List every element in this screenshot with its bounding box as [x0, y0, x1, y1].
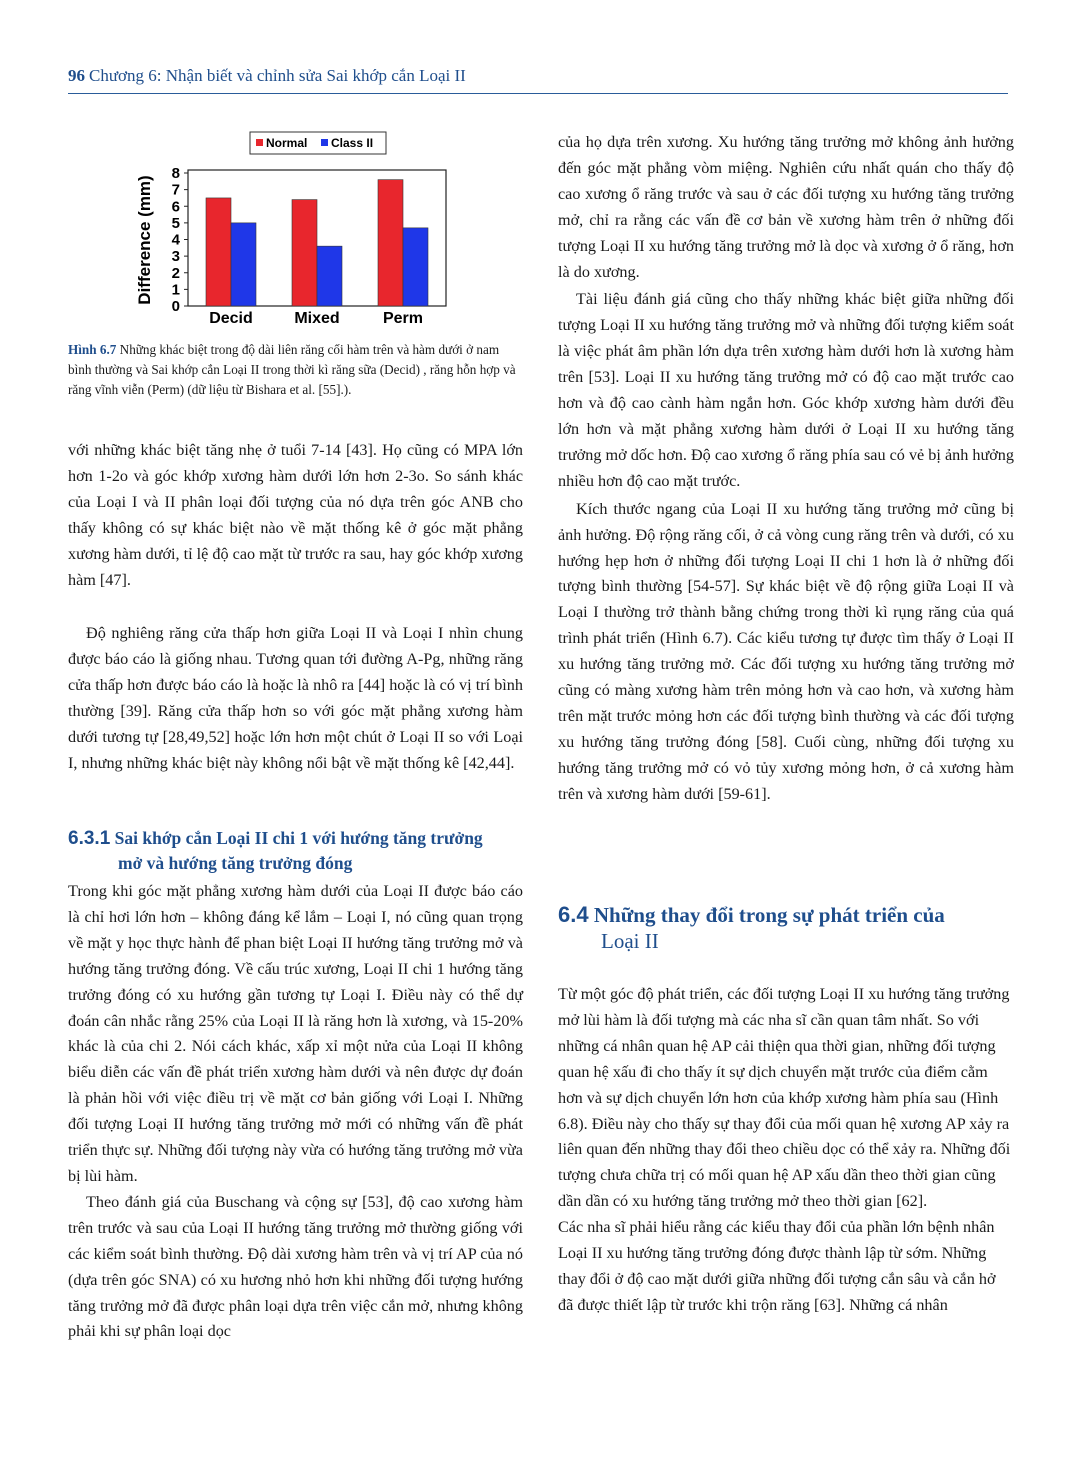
y-axis-label: Difference (mm)	[135, 175, 154, 305]
legend-swatch-class-ii	[321, 139, 328, 146]
figure-6-7-chart	[128, 128, 468, 328]
y-tick-label: 1	[171, 281, 180, 299]
chapter-title: Chương 6: Nhận biết và chỉnh sửa Sai khớp cắn Loại II	[89, 66, 466, 85]
right-paragraph-4: Từ một góc độ phát triển, các đối tượng Loại II xu hướng tăng trưởng mở lùi hàm là đối tượng mà các nha sĩ cần quan tâm nhất. So với những cá nhân quan hệ AP cải thiện qua thời gian, những đối tượng quan hệ xấu đi cho thấy ít sự dịch chuyển mặt trước của điểm cằm hơn và sự dịch chuyển lớn hơn của khớp xương hàm phía sau (Hình 6.8). Điều này cho thấy sự thay đổi của mối quan hệ xương AP xảy ra liên quan đến những thay đổi theo chiều dọc có thể xảy ra. Những đối tượng chưa chữa trị có mối quan hệ AP xấu dần theo thời gian cũng dần dần có xu hướng tăng trưởng mở theo thời gian [62].	[558, 985, 1011, 1211]
y-tick-label: 8	[171, 165, 180, 182]
left-paragraph-3: Trong khi góc mặt phẳng xương hàm dưới của Loại II được báo cáo là chỉ hơi lớn hơn – không đáng kể lắm – Loại I, nó cũng quan trọng về mặt y học thực hành để phan biệt Loại II hướng tăng trưởng mở và hướng tăng trưởng đóng. Về cấu trúc xương, Loại II chi 1 hướng tăng trưởng đóng có xu hướng gần tương tự Loại I. Điều này có thể dự đoán cân nhắc rằng 25% của Loại II là răng hơn là xương, và 15-20% khác là của chi 2. Nói cách khác, xấp xỉ một nửa của Loại II không biểu diễn các vấn đề phát triển xương hàm dưới và nên được dự đoán là phản hồi với việc điều trị về mặt cơ bản giống với Loại I. Những đối tượng Loại II hướng tăng trưởng mở mới có những vấn đề phát triển thực sự. Những đối tượng này vừa có hướng tăng trưởng mở vừa bị lùi hàm.	[68, 882, 523, 1185]
bar-normal-perm	[378, 180, 403, 306]
right-column-2	[558, 902, 1014, 1319]
y-tick-label: 3	[171, 248, 180, 266]
legend-swatch-normal	[256, 139, 263, 146]
section-heading-6-3-1	[68, 826, 523, 875]
bar-class-ii-decid	[231, 223, 256, 306]
section-title-line-2: Loại II	[601, 929, 659, 953]
y-tick-label: 5	[171, 214, 180, 232]
bar-normal-mixed	[292, 200, 317, 306]
running-header	[68, 66, 1008, 94]
section-heading-6-4	[558, 902, 1014, 954]
legend-label-normal: Normal	[266, 136, 308, 150]
left-column-2	[68, 621, 523, 776]
y-tick-label: 2	[171, 264, 180, 282]
figure-caption-text: Những khác biệt trong độ dài liên răng cối hàm trên và hàm dưới ở nam bình thường và Sai khớp cắn Loại II trong thời kì răng sữa (Decid) , răng hỗn hợp và răng vĩnh viễn (Perm) (dữ liệu từ Bishara et al. [55].).	[68, 342, 516, 397]
left-paragraph-1: với những khác biệt tăng nhẹ ở tuổi 7-14 [43]. Họ cũng có MPA lớn hơn 1-2o và góc khớp xương hàm dưới lớn hơn 2-3o. So sánh khác của Loại I và II phân loại đối tượng của nó dựa trên góc ANB cho thấy không có sự khác biệt nào về mặt thống kê ở góc mặt phẳng xương hàm dưới, tỉ lệ độ cao mặt từ trước ra sau, hay góc khớp xương hàm [47].	[68, 441, 523, 589]
bar-class-ii-mixed	[317, 246, 342, 306]
section-title-line-1: Những thay đổi trong sự phát triển của	[588, 903, 945, 927]
bar-class-ii-perm	[403, 228, 428, 306]
y-tick-label: 0	[171, 298, 180, 315]
section-number: 6.4	[558, 902, 589, 927]
bar-normal-decid	[206, 198, 231, 306]
plot-area	[172, 165, 446, 327]
section-title-line-2: mở và hướng tăng trưởng đóng	[118, 853, 353, 873]
figure-caption	[68, 340, 523, 400]
y-tick-label: 7	[171, 181, 180, 199]
x-tick-label: Decid	[209, 310, 253, 327]
x-tick-label: Perm	[382, 310, 424, 327]
left-paragraph-2: Độ nghiêng răng cửa thấp hơn giữa Loại II và Loại I nhìn chung được báo cáo là giống nhau. Tương quan tới đường A-Pg, những răng cửa thấp hơn được báo cáo là hoặc là nhô ra [44] hoặc là có vị trí bình thường [39]. Răng cửa thấp hơn so với góc mặt phẳng xương hàm dưới tương tự [28,49,52] hoặc lớn hơn một chút ở Loại II so với Loại I, nhưng những khác biệt này không nổi bật về mặt thống kê [42,44].	[68, 624, 523, 772]
bar-chart	[128, 128, 468, 328]
right-paragraph-3: Kích thước ngang của Loại II xu hướng tăng trưởng mở cũng bị ảnh hưởng. Độ rộng răng cối, ở cả vòng cung răng trên và dưới, có xu hướng hẹp hơn ở những đối tượng Loại II chi 1 hơn là ở những đối tượng bình thường [54-57]. Sự khác biệt về độ rộng giữa Loại II và Loại I thường trở thành bằng chứng trong thời kì rụng răng của quá trình phát triển (Hình 6.7). Các kiểu tương tự được tìm thấy ở Loại II xu hướng tăng trưởng mở. Các đối tượng xu hướng tăng trưởng mở cũng có màng xương hàm trên mỏng hơn và cao hơn, và xương hàm trên mặt trước mỏng hơn các đối tượng bình thường và các đối tượng xu hướng tăng trưởng đóng [58]. Cuối cùng, những đối tượng xu hướng tăng trưởng mở có vỏ tủy xương mỏng hơn, ở cả xương hàm trên và xương hàm dưới [59-61].	[558, 499, 1014, 803]
right-paragraph-2: Tài liệu đánh giá cũng cho thấy những khác biệt giữa những đối tượng Loại II xu hướng tăng trưởng mở và những đối tượng kiểm soát là việc phát âm phần lớn dựa trên xương hàm dưới hơn là xương hàm trên [53]. Loại II xu hướng tăng trưởng mở có độ cao mặt trước cao hơn và độ cao cành hàm ngắn hơn. Góc khớp xương hàm dưới đều lớn hơn và mặt phẳng xương hàm dưới ở Loại II xu hướng tăng trưởng mở dốc hơn. Độ cao xương ổ răng phía sau có vẻ bị ảnh hưởng nhiều hơn độ cao mặt trước.	[558, 290, 1014, 490]
figure-label: Hình 6.7	[68, 342, 117, 357]
legend-label-class-ii: Class II	[331, 136, 374, 150]
page-number: 96	[68, 66, 85, 85]
left-column	[68, 438, 523, 593]
left-paragraph-4: Theo đánh giá của Buschang và cộng sự [53], độ cao xương hàm trên trước và sau của Loại II hướng tăng trưởng mở thường giống với các kiểm soát bình thường. Độ dài xương hàm trên và vị trí AP của nó (dựa trên góc SNA) có xu hương nhỏ hơn khi những đối tượng hướng tăng trưởng mở đã được phân loại dựa trên việc cắn mở, nhưng không phải khi sự phân loại dọc	[68, 1192, 523, 1341]
right-paragraph-1: của họ dựa trên xương. Xu hướng tăng trưởng mở không ảnh hưởng đến góc mặt phẳng vòm miệng. Nghiên cứu nhất quán cho thấy độ cao xương ổ răng trước và sau ở các đối tượng xu hướng tăng trưởng mở, chỉ ra rằng các vấn đề cơ bản về xương hàm trên ở những đối tượng Loại II xu hướng tăng trưởng mở là dọc và xương ở ổ răng, hơn là do xương.	[558, 133, 1014, 281]
y-tick-label: 4	[171, 231, 180, 249]
section-number: 6.3.1	[68, 828, 111, 849]
y-tick-label: 6	[171, 198, 180, 216]
right-paragraph-5: Các nha sĩ phải hiểu rằng các kiểu thay đổi của phần lớn bệnh nhân Loại II xu hướng tăng trưởng đóng được thành lập từ sớm. Những thay đổi ở độ cao mặt dưới giữa những đối tượng cắn sâu và cắn hở đã được thiết lập từ trước khi trộn răng [63]. Những cá nhân	[558, 1218, 996, 1314]
section-title-line-1: Sai khớp cắn Loại II chi 1 với hướng tăng trưởng	[110, 828, 483, 848]
x-tick-label: Mixed	[294, 310, 340, 327]
left-column-3	[68, 826, 523, 1345]
right-column	[558, 130, 1014, 808]
